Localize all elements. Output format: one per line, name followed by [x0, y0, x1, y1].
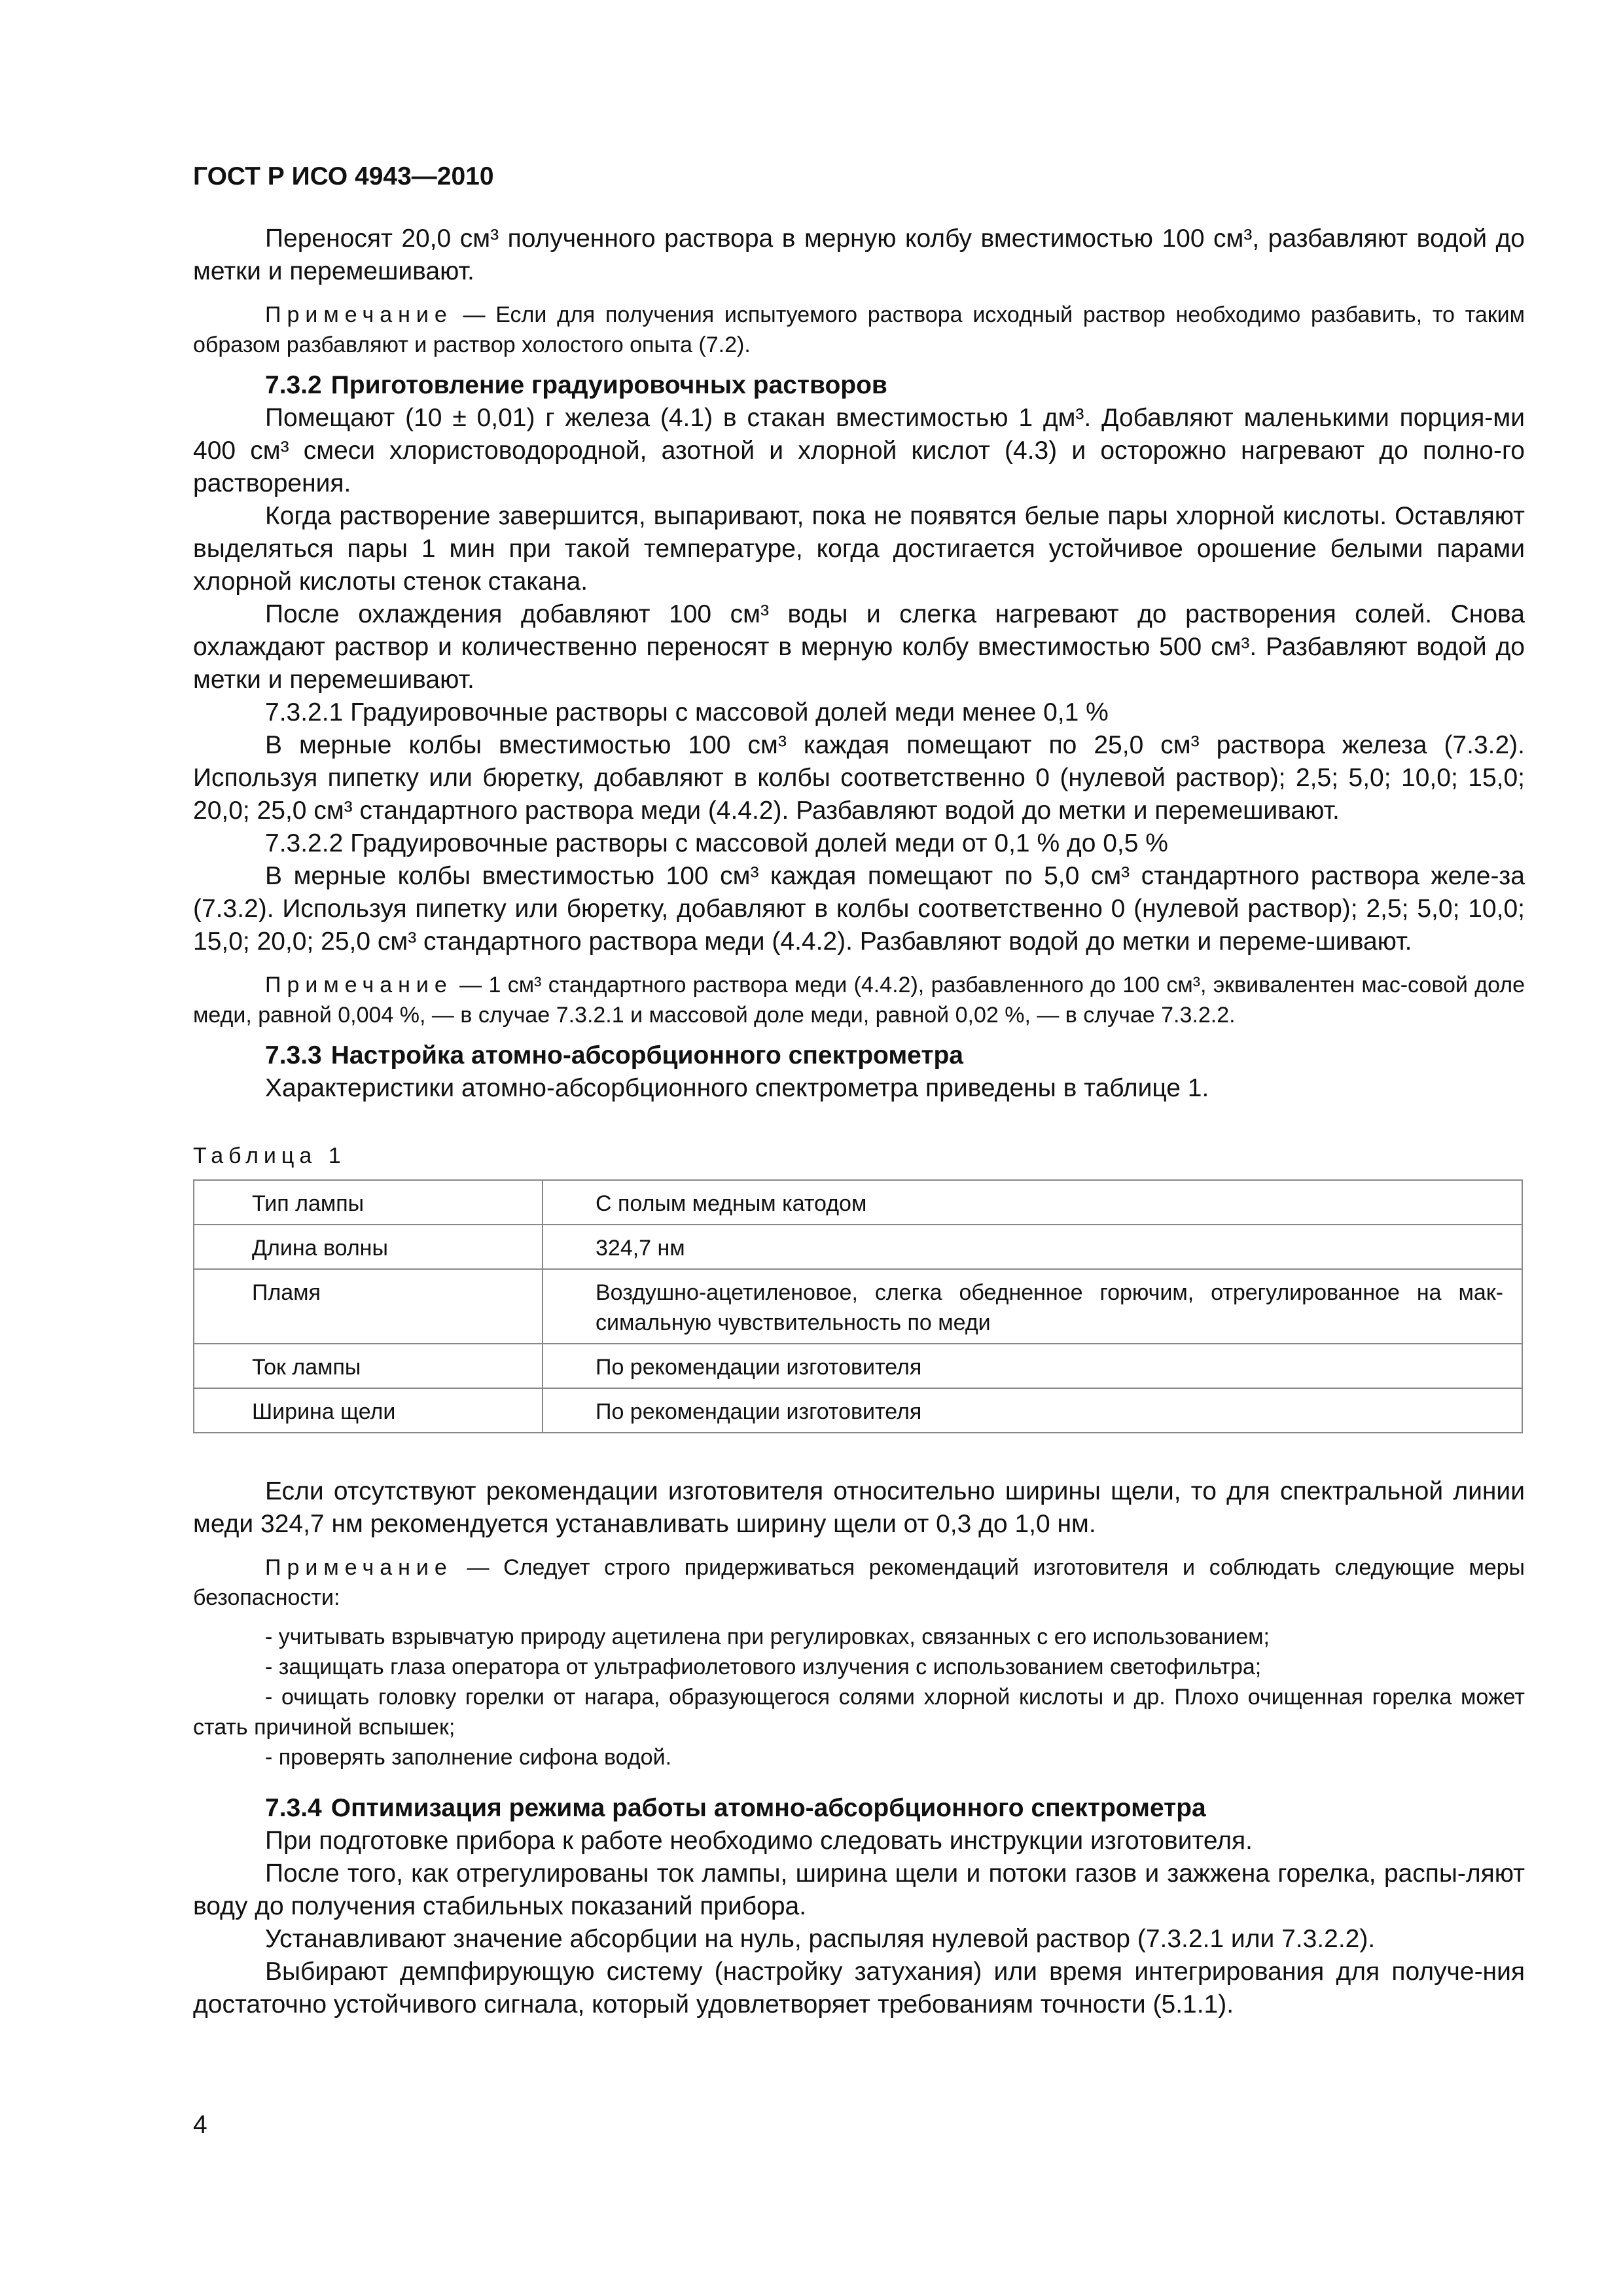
- section-number: 7.3.4: [265, 1794, 322, 1822]
- section-title: Настройка атомно-абсорбционного спектрометра: [330, 1041, 963, 1069]
- paragraph: Характеристики атомно-абсорбционного спектрометра приведены в таблице 1.: [265, 1074, 1209, 1102]
- paragraph: Выбирают демпфирующую систему (настройку затухания) или время интегрирования для получе-ния достаточно устойчивого сигнала, который удовлетворяет требованиям точности (5.1.1).: [193, 1958, 1525, 2018]
- subsection-7-3-2-2: 7.3.2.2 Градуировочные растворы с массовой долей меди от 0,1 % до 0,5 %: [265, 829, 1168, 857]
- table-cell-value: С полым медным катодом: [543, 1180, 1522, 1225]
- note-list-item: - защищать глаза оператора от ультрафиолетового излучения с использованием светофильтра;: [265, 1655, 1262, 1679]
- table-cell-value: 324,7 нм: [543, 1225, 1522, 1269]
- table-row: [194, 1344, 1522, 1388]
- table-row: [194, 1225, 1522, 1269]
- note-text: — Следует строго придерживаться рекомендаций изготовителя и соблюдать следующие меры безопасности:: [193, 1555, 1525, 1610]
- section-heading-7-3-2: [193, 369, 1525, 402]
- table-cell-param: Длина волны: [194, 1225, 543, 1269]
- table-cell-param: Ширина щели: [194, 1388, 543, 1433]
- paragraph: После охлаждения добавляют 100 см³ воды и слегка нагревают до растворения солей. Снова охлаждают раствор и количественно переносят в мерную колбу вместимостью 500 см³. Разбавляют водой до метки и перемешивают.: [193, 600, 1525, 694]
- document-header: ГОСТ Р ИСО 4943—2010: [193, 162, 494, 190]
- table-row: [194, 1388, 1522, 1433]
- page-number: 4: [193, 2111, 207, 2139]
- paragraph: В мерные колбы вместимостью 100 см³ каждая помещают по 5,0 см³ стандартного раствора желе-за (7.3.2). Используя пипетку или бюретку, добавляют в колбы соответственно 0 (нулевой раствор); 2,5; 5,0; 10,0; 15,0; 20,0; 25,0 см³ стандартного раствора меди (4.4.2). Разбавляют водой до метки и переме-шивают.: [193, 862, 1525, 956]
- note-text: — 1 см³ стандартного раствора меди (4.4.2), разбавленного до 100 см³, эквивалентен мас-совой доле меди, равной 0,004 %, — в случае 7.3.2.1 и массовой доле меди, равной 0,02 %, — в случае 7.3.2.2.: [193, 973, 1525, 1028]
- paragraph: Переносят 20,0 см³ полученного раствора в мерную колбу вместимостью 100 см³, разбавляют водой до метки и перемешивают.: [193, 224, 1525, 285]
- section-heading-7-3-3: [193, 1039, 1525, 1072]
- table-cell-value: По рекомендации изготовителя: [543, 1388, 1522, 1433]
- subsection-7-3-2-1: 7.3.2.1 Градуировочные растворы с массовой долей меди менее 0,1 %: [265, 698, 1109, 726]
- paragraph: После того, как отрегулированы ток лампы, ширина щели и потоки газов и зажжена горелка, распы-ляют воду до получения стабильных показаний прибора.: [193, 1859, 1525, 1920]
- note: [193, 1552, 1525, 1613]
- section-heading-7-3-4: [193, 1792, 1525, 1825]
- paragraph: Устанавливают значение абсорбции на нуль, распыляя нулевой раствор (7.3.2.1 или 7.3.2.2).: [265, 1925, 1376, 1953]
- note-lead: Примечание: [265, 1555, 453, 1580]
- document-page: [193, 162, 1525, 2021]
- note-list-item: - учитывать взрывчатую природу ацетилена при регулировках, связанных с его использованием;: [265, 1624, 1270, 1649]
- section-title: Приготовление градуировочных растворов: [330, 371, 887, 399]
- note-list-item: - очищать головку горелки от нагара, образующегося солями хлорной кислоты и др. Плохо очищенная горелка может стать причиной вспышек;: [193, 1685, 1525, 1740]
- section-title: Оптимизация режима работы атомно-абсорбционного спектрометра: [330, 1794, 1206, 1822]
- paragraph: Если отсутствуют рекомендации изготовителя относительно ширины щели, то для спектральной линии меди 324,7 нм рекомендуется устанавливать ширину щели от 0,3 до 1,0 нм.: [193, 1477, 1525, 1538]
- section-number: 7.3.2: [265, 371, 322, 399]
- paragraph: Когда растворение завершится, выпаривают, пока не появятся белые пары хлорной кислоты. Оставляют выделяться пары 1 мин при такой температуре, когда достигается устойчивое орошение белыми парами хлорной кислоты стенок стакана.: [193, 502, 1525, 596]
- table-cell-value: По рекомендации изготовителя: [543, 1344, 1522, 1388]
- section-number: 7.3.3: [265, 1041, 322, 1069]
- table-caption: Таблица 1: [193, 1143, 346, 1168]
- paragraph: При подготовке прибора к работе необходимо следовать инструкции изготовителя.: [265, 1827, 1253, 1855]
- note-list-item: - проверять заполнение сифона водой.: [265, 1745, 672, 1770]
- note: [193, 300, 1525, 360]
- table-cell-param: Тип лампы: [194, 1180, 543, 1225]
- table-cell-param: Пламя: [194, 1269, 543, 1344]
- note-lead: Примечание: [265, 973, 453, 997]
- paragraph: В мерные колбы вместимостью 100 см³ каждая помещают по 25,0 см³ раствора железа (7.3.2). Используя пипетку или бюретку, добавляют в колбы соответственно 0 (нулевой раствор); 2,5; 5,0; 10,0; 15,0; 20,0; 25,0 см³ стандартного раствора меди (4.4.2). Разбавляют водой до метки и перемешивают.: [193, 731, 1525, 825]
- spectrometer-table: [193, 1179, 1523, 1433]
- paragraph: Помещают (10 ± 0,01) г железа (4.1) в стакан вместимостью 1 дм³. Добавляют маленькими порция-ми 400 см³ смеси хлористоводородной, азотной и хлорной кислот (4.3) и осторожно нагревают до полно-го растворения.: [193, 404, 1525, 497]
- table-row: [194, 1269, 1522, 1344]
- table-cell-value: Воздушно-ацетиленовое, слегка обедненное горючим, отрегулированное на мак-симальную чувствительность по меди: [543, 1269, 1522, 1344]
- table-cell-param: Ток лампы: [194, 1344, 543, 1388]
- note-text: — Если для получения испытуемого раствора исходный раствор необходимо разбавить, то таким образом разбавляют и раствор холостого опыта (7.2).: [193, 302, 1525, 357]
- note: [193, 970, 1525, 1030]
- table-row: [194, 1180, 1522, 1225]
- note-lead: Примечание: [265, 302, 453, 327]
